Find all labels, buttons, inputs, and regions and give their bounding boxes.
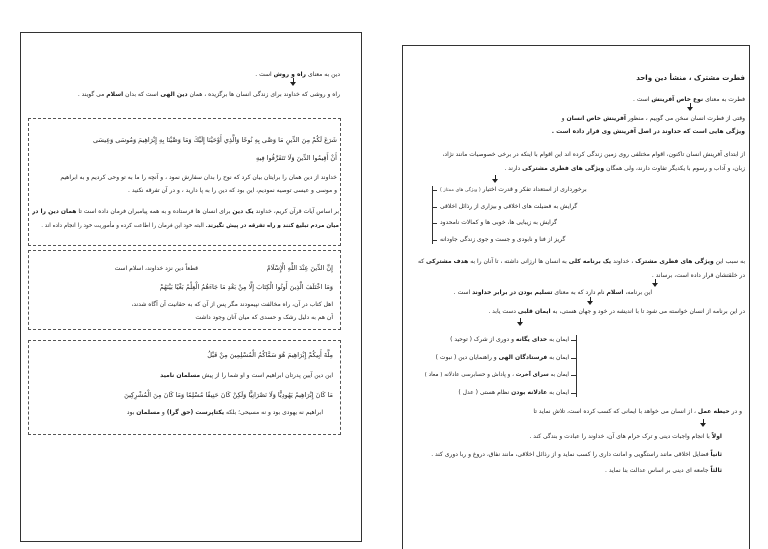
down-arrow-icon bbox=[700, 419, 707, 427]
belief-text: ایمان به bbox=[550, 372, 569, 378]
islam-term: اسلام bbox=[106, 91, 124, 98]
belief-bold: سرای آخرت bbox=[515, 372, 549, 378]
page-title: فطرت مشترک ، منشأ دین واحد bbox=[636, 74, 745, 82]
translation-line: خداوند از دین همان را برایتان بیان کرد که نوح را بدان سفارش نمود ، و آنچه را ما به تو وحی کردیم و به ابراهیم bbox=[60, 174, 337, 181]
peoples-line: از ابتدای آفرینش انسان تاکنون، اقوام مختلفی روی زمین زندگی کرده اند این اقوام با اینکه در برخی خصوصیات مانند نژاد، bbox=[442, 151, 745, 158]
note-text: بر اساس آیات قرآن کریم، خداوند bbox=[255, 208, 339, 215]
program-text: به انسان ها ارزانی داشته ، تا آنان را به bbox=[470, 258, 567, 265]
program-bold: ویژگی های فطری مشترک bbox=[635, 258, 714, 265]
action-text: ، از انسان می خواهد با ایمانی که کسب کرده است، تلاش نماید تا bbox=[533, 408, 696, 415]
verse-line: مِلَّةَ أَبِيكُمْ إِبْرَاهِيمَ هُوَ سَمَّاكُمُ الْمُسْلِمِينَ مِنْ قَبْلُ bbox=[207, 351, 333, 359]
belief-bold: فرستادگان الهی bbox=[498, 354, 548, 361]
list-item: گرایش به فضیلت های اخلاقی و بیزاری از رذائل اخلاقی bbox=[440, 203, 578, 210]
action-text: و در bbox=[731, 408, 742, 415]
islam-line bbox=[450, 287, 652, 299]
belief-text: ایمان به bbox=[549, 354, 569, 361]
peoples-line bbox=[420, 163, 745, 175]
fitrah-text: فطرت به معنای bbox=[705, 96, 745, 103]
divine-religion-text-end: می گویند . bbox=[77, 91, 105, 98]
down-arrow-icon bbox=[290, 78, 297, 86]
verse-line: مَا كَانَ إِبْرَاهِيمُ يَهُودِيًّا وَلَا نَصْرَانِيًّا وَلَكِنْ كَانَ حَنِيفًا مُسْلِمًا وَمَا كَانَ مِنَ الْمُشْرِكِينَ bbox=[124, 391, 333, 399]
list-item-note: ( ویژگی های ممتاز ) bbox=[440, 188, 481, 193]
list-item bbox=[440, 184, 640, 196]
belief-text: و دوری از شرک ( توحید ) bbox=[450, 336, 514, 343]
action-line bbox=[420, 406, 742, 418]
belief-item bbox=[425, 334, 569, 346]
list-item: گرایش به زیبایی ها، خوبی ها و کمالات نامحدود bbox=[440, 219, 557, 226]
belief-text: نظام هستی ( عدل ) bbox=[458, 389, 510, 396]
peoples-bold: ویژگی های فطری مشترکی bbox=[522, 165, 605, 172]
program-text: ، خداوند bbox=[613, 258, 634, 265]
action-ordinal: ثانیاً bbox=[710, 451, 722, 458]
translation-line bbox=[50, 370, 333, 382]
action-item bbox=[480, 431, 722, 443]
down-arrow-icon bbox=[517, 318, 524, 326]
translation-line: قطعاً دین نزد خداوند، اسلام است bbox=[114, 265, 198, 272]
program-text: به سبب این bbox=[715, 258, 745, 265]
program-bold: هدف مشترکی bbox=[426, 258, 469, 265]
list-bracket-tick bbox=[571, 393, 576, 394]
note-text: البته خود این فرمان را اطاعت کرده و مأموریت خود را انجام داده اند . bbox=[41, 223, 204, 229]
down-arrow-icon bbox=[687, 103, 694, 111]
belief-text: ایمان به bbox=[549, 336, 569, 343]
belief-bold: عادلانه بودن bbox=[511, 389, 548, 396]
verse-line: وَمَا اخْتَلَفَ الَّذِينَ أُوتُوا الْكِتَابَ إِلَّا مِنْ بَعْدِ مَا جَاءَهُمُ الْعِلْمُ بَغْيًا بَيْنَهُمْ bbox=[159, 283, 333, 291]
translation-text: این دین آیین پدرتان ابراهیم است و او شما را از پیش bbox=[201, 372, 333, 379]
translation-bold: مسلمان bbox=[136, 409, 160, 416]
divine-religion-line bbox=[40, 89, 340, 101]
action-item bbox=[520, 465, 722, 477]
translation-text: و bbox=[161, 409, 165, 416]
action-item-text: جامعه ای دینی بر اساس عدالت بنا نماید . bbox=[605, 467, 709, 474]
divine-religion-text: راه و روشی که خداوند برای زندگی انسان ها برگزیده ، همان bbox=[189, 91, 340, 98]
religion-definition-line bbox=[150, 69, 340, 81]
translation-bold: یکتاپرست (حق گرا) bbox=[166, 409, 225, 416]
peoples-text: دارند . bbox=[504, 165, 521, 172]
fitrah-text-end: است . bbox=[633, 96, 650, 103]
faith-text: در این برنامه از انسان خواسته می شود تا با اندیشه در خود و جهان هستی، به bbox=[552, 308, 745, 315]
note-bold: میان مردم تبلیغ کنند و راه تفرقه در پیش نگیرند. bbox=[205, 223, 339, 229]
note-line bbox=[32, 206, 339, 218]
islam-bold: تسلیم بودن در برابر خداوند bbox=[472, 289, 553, 296]
belief-item bbox=[425, 352, 569, 364]
faith-bold: ایمان قلبی bbox=[517, 308, 551, 315]
islam-bold: اسلام bbox=[606, 289, 624, 296]
islam-text: است . bbox=[453, 289, 471, 296]
down-arrow-icon bbox=[652, 279, 659, 287]
belief-text: و راهنمایان دین ( نبوت ) bbox=[435, 354, 497, 361]
list-bracket-tick bbox=[571, 358, 576, 359]
fitrah-text: وقتی از فطرت انسان سخن می گوییم ، منظور bbox=[627, 115, 745, 122]
islam-text: این برنامه، bbox=[625, 289, 652, 296]
action-item bbox=[405, 449, 722, 461]
note-text: برای انسان ها فرستاده و به همه پیامبران فرمان داده است تا bbox=[78, 208, 231, 215]
list-item-text: برخورداری از استعداد تفکر و قدرت اختیار bbox=[482, 186, 587, 193]
list-bracket bbox=[432, 186, 433, 244]
verse-line: أَنْ أَقِيمُوا الدِّينَ وَلَا تَتَفَرَّقُوا فِيهِ bbox=[256, 154, 337, 162]
action-ordinal: ثالثاً bbox=[710, 467, 722, 474]
translation-line: آن هم به دلیل رشک و حسدی که میان آنان وجود داشت bbox=[195, 314, 333, 321]
verse-line: إِنَّ الدِّينَ عِنْدَ اللَّهِ الْإِسْلَامُ bbox=[266, 264, 333, 272]
action-ordinal: اولاً bbox=[711, 433, 722, 440]
verse-line: شَرَعَ لَكُمْ مِنَ الدِّينِ مَا وَصَّى بِهِ نُوحًا وَالَّذِي أَوْحَيْنَا إِلَيْكَ وَمَا وَصَّيْنَا بِهِ إِبْرَاهِيمَ وَمُوسَى وَعِيسَى bbox=[93, 136, 337, 144]
peoples-text: زبان، و آداب و رسوم با یکدیگر تفاوت دارند، ولی همگان bbox=[606, 165, 745, 172]
list-bracket-tick bbox=[432, 190, 437, 191]
down-arrow-icon bbox=[587, 297, 594, 305]
list-bracket-tick bbox=[571, 340, 576, 341]
fitrah-line bbox=[500, 113, 745, 125]
translation-line bbox=[50, 407, 323, 419]
list-item: گریز از فنا و نابودی و جست و جوی زندگی جاودانه bbox=[440, 236, 566, 243]
action-item-text: فضایل اخلاقی مانند راستگویی و امانت داری را کسب نماید و از رذائل اخلاقی، مانند نفاق، دروغ و ربا دوری کند . bbox=[431, 451, 709, 458]
definition-term: راه و روش bbox=[273, 71, 307, 78]
definition-text-end: است . bbox=[255, 71, 272, 78]
belief-item bbox=[425, 387, 569, 399]
program-text: که bbox=[418, 258, 425, 265]
belief-text: ایمان به bbox=[549, 389, 569, 396]
list-bracket-tick bbox=[432, 207, 437, 208]
list-bracket-tick bbox=[432, 223, 437, 224]
translation-bold: مسلمان نامید bbox=[160, 372, 201, 379]
fitrah-bold: ویژگی هایی است که خداوند در اصل آفرینش وی قرار داده است . bbox=[551, 128, 745, 135]
definition-text: دین به معنای bbox=[307, 71, 340, 78]
fitrah-bold: آفرینش خاص انسان bbox=[566, 115, 626, 122]
translation-line: و موسی و عیسی توصیه نمودیم، این بود که دین را به پا دارید ، و در آن تفرقه نکنید . bbox=[128, 187, 337, 194]
belief-bold: خدای یگانه bbox=[515, 336, 548, 343]
divine-religion-term: دین الهی bbox=[160, 91, 188, 98]
list-bracket bbox=[576, 335, 577, 397]
faith-text: دست یابد . bbox=[488, 308, 516, 315]
action-bold: حیطه عمل bbox=[697, 408, 730, 415]
note-line bbox=[32, 220, 339, 232]
program-line: در خلقتشان قرار داده است، برساند . bbox=[651, 272, 745, 279]
islam-text: نام دارد که به معنای bbox=[554, 289, 605, 296]
fitrah-term: نوع خاص آفرینش bbox=[651, 96, 704, 103]
faith-line bbox=[410, 306, 745, 318]
fitrah-definition-line bbox=[560, 94, 745, 106]
note-bold: همان دین را در bbox=[32, 208, 77, 215]
translation-line: اهل کتاب در آن، راه مخالفت نپیمودند مگر پس از آن که به حقانیت آن آگاه شدند، bbox=[131, 301, 333, 308]
translation-text: ابراهیم نه یهودی بود و نه مسیحی؛ بلکه bbox=[226, 409, 323, 416]
program-line bbox=[410, 256, 745, 268]
list-bracket-tick bbox=[432, 240, 437, 241]
fitrah-text: و bbox=[561, 115, 565, 122]
translation-text: بود bbox=[126, 409, 135, 416]
divine-religion-text-2: است که بدان bbox=[125, 91, 159, 98]
belief-text: ، و پاداش و حسابرسی عادلانه ( معاد ) bbox=[425, 372, 514, 378]
action-item-text: با انجام واجبات دینی و ترک حرام های آن، خداوند را عبادت و بندگی کند . bbox=[529, 433, 710, 440]
down-arrow-icon bbox=[492, 175, 499, 183]
belief-item bbox=[425, 369, 569, 381]
note-bold: یک دین bbox=[232, 208, 254, 215]
list-bracket-tick bbox=[571, 375, 576, 376]
fitrah-line bbox=[500, 126, 745, 138]
program-bold: یک برنامه کلی bbox=[568, 258, 612, 265]
